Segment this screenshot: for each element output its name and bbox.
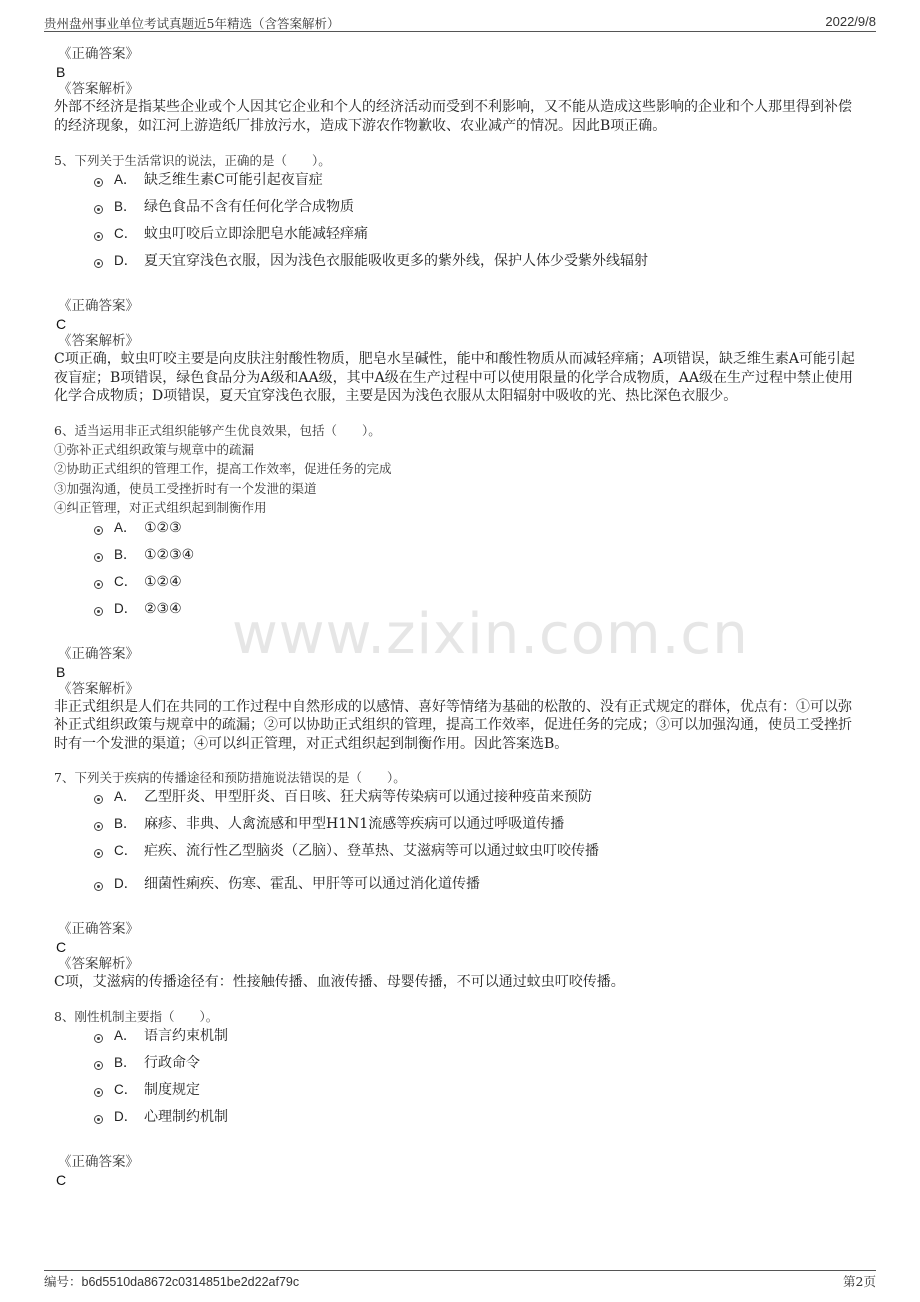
answer-label: 《正确答案》 bbox=[58, 46, 139, 62]
option-text: ①②③④ bbox=[144, 546, 195, 563]
option-c[interactable] bbox=[54, 1080, 862, 1107]
option-letter: D． bbox=[114, 600, 138, 616]
answer-label: 《正确答案》 bbox=[58, 1153, 139, 1170]
option-c[interactable] bbox=[54, 224, 862, 251]
option-letter: C． bbox=[114, 843, 138, 859]
option-text: 行政命令 bbox=[144, 1054, 200, 1071]
radio-button-icon[interactable] bbox=[94, 259, 103, 268]
question-6-stem: 6、适当运用非正式组织能够产生优良效果，包括（ ）。 bbox=[54, 422, 381, 438]
radio-button-icon[interactable] bbox=[94, 580, 103, 589]
answer-label: 《正确答案》 bbox=[58, 298, 139, 314]
option-d[interactable] bbox=[54, 874, 862, 901]
analysis-text: C项，艾滋病的传播途径有：性接触传播、血液传播、母婴传播，不可以通过蚊虫叮咬传播。 bbox=[54, 974, 625, 991]
analysis-text: 非正式组织是人们在共同的工作过程中自然形成的以感情、喜好等情绪为基础的松散的、没有正式规定的群体，优点有：①可以弥补正式组织政策与规章中的疏漏；②可以协助正式组织的管理，提高工作效率，促进任务的完成；③可以加强沟通，使员工受挫折时有一个发泄的渠道；④可以纠正管理，对正式组织起到制衡作用。因此答案选B。 bbox=[54, 698, 852, 752]
analysis-label: 《答案解析》 bbox=[58, 333, 139, 349]
option-letter: A． bbox=[114, 1027, 137, 1043]
radio-button-icon[interactable] bbox=[94, 822, 103, 831]
analysis-label: 《答案解析》 bbox=[58, 956, 139, 973]
watermark: www.zixin.com.cn bbox=[232, 602, 749, 667]
option-b[interactable] bbox=[54, 1053, 862, 1080]
option-letter: D． bbox=[114, 1108, 138, 1124]
radio-button-icon[interactable] bbox=[94, 526, 103, 535]
page-footer bbox=[44, 1272, 876, 1290]
option-letter: D． bbox=[114, 876, 138, 892]
option-letter: D． bbox=[114, 253, 138, 268]
option-letter: C． bbox=[114, 573, 138, 589]
option-text: 制度规定 bbox=[144, 1081, 200, 1098]
radio-button-icon[interactable] bbox=[94, 849, 103, 858]
option-b[interactable] bbox=[54, 814, 862, 841]
code-label: 编号： bbox=[44, 1274, 82, 1289]
answer-label: 《正确答案》 bbox=[58, 921, 139, 938]
question-6-item: ④纠正管理，对正式组织起到制衡作用 bbox=[54, 500, 267, 516]
option-text: 麻疹、非典、人禽流感和甲型H1N1流感等疾病可以通过呼吸道传播 bbox=[144, 816, 565, 833]
radio-button-icon[interactable] bbox=[94, 795, 103, 804]
page-content bbox=[54, 46, 862, 1189]
answer-value: B bbox=[56, 663, 66, 680]
option-letter: B． bbox=[114, 546, 137, 562]
radio-button-icon[interactable] bbox=[94, 1115, 103, 1124]
question-6-item: ②协助正式组织的管理工作，提高工作效率，促进任务的完成 bbox=[54, 461, 392, 477]
analysis-text: 外部不经济是指某些企业或个人因其它企业和个人的经济活动而受到不利影响，又不能从造成这些影响的企业和个人那里得到补偿的经济现象，如江河上游造纸厂排放污水，造成下游农作物歉收、农业减产的情况。因此B项正确。 bbox=[54, 99, 852, 134]
option-text: 绿色食品不含有任何化学合成物质 bbox=[144, 199, 354, 215]
option-text: 夏天宜穿浅色衣服，因为浅色衣服能吸收更多的紫外线，保护人体少受紫外线辐射 bbox=[144, 253, 648, 269]
option-text: ①②④ bbox=[144, 573, 182, 590]
question-5-stem: 5、下列关于生活常识的说法，正确的是（ ）。 bbox=[54, 153, 331, 168]
option-d[interactable] bbox=[54, 251, 862, 278]
option-b[interactable] bbox=[54, 197, 862, 224]
radio-button-icon[interactable] bbox=[94, 1061, 103, 1070]
option-text: 蚊虫叮咬后立即涂肥皂水能减轻痒痛 bbox=[144, 226, 368, 242]
option-text: 疟疾、流行性乙型脑炎（乙脑）、登革热、艾滋病等可以通过蚊虫叮咬传播 bbox=[144, 843, 599, 860]
question-6-item: ③加强沟通，使员工受挫折时有一个发泄的渠道 bbox=[54, 480, 317, 496]
analysis-text: C项正确，蚊虫叮咬主要是向皮肤注射酸性物质，肥皂水呈碱性，能中和酸性物质从而减轻痒痛；A项错误，缺乏维生素A可能引起夜盲症；B项错误，绿色食品分为A级和AA级，其中A级在生产过程中可以使用限量的化学合成物质，AA级在生产过程中禁止使用化学合成物质；D项错误，夏天宜穿浅色衣服，主要是因为浅色衣服从太阳辐射中吸收的光、热比深色衣服少。 bbox=[54, 351, 855, 404]
option-letter: B． bbox=[114, 199, 137, 214]
option-text: 心理制约机制 bbox=[144, 1108, 228, 1125]
header-divider bbox=[44, 31, 876, 32]
answer-value: C bbox=[56, 939, 67, 956]
analysis-label: 《答案解析》 bbox=[58, 81, 139, 97]
radio-button-icon[interactable] bbox=[94, 882, 103, 891]
option-text: ①②③ bbox=[144, 519, 182, 536]
option-letter: C． bbox=[114, 226, 138, 241]
analysis-label: 《答案解析》 bbox=[58, 680, 139, 697]
option-letter: A． bbox=[114, 172, 137, 187]
footer-divider bbox=[44, 1270, 876, 1271]
page-header bbox=[44, 14, 876, 32]
page-number: 第2页 bbox=[843, 1274, 876, 1289]
option-letter: A． bbox=[114, 519, 137, 535]
option-b[interactable] bbox=[54, 545, 862, 572]
answer-value: B bbox=[56, 64, 66, 80]
question-7-stem: 7、下列关于疾病的传播途径和预防措施说法错误的是（ ）。 bbox=[54, 770, 406, 786]
option-text: 语言约束机制 bbox=[144, 1027, 228, 1044]
radio-button-icon[interactable] bbox=[94, 178, 103, 187]
document-title: 贵州盘州事业单位考试真题近5年精选（含答案解析） bbox=[44, 16, 340, 31]
option-letter: C． bbox=[114, 1081, 138, 1097]
option-a[interactable] bbox=[54, 170, 862, 197]
option-letter: A． bbox=[114, 789, 137, 805]
option-text: ②③④ bbox=[144, 600, 182, 617]
document-date: 2022/9/8 bbox=[825, 14, 876, 29]
question-8-stem: 8、刚性机制主要指（ ）。 bbox=[54, 1008, 219, 1024]
answer-label: 《正确答案》 bbox=[58, 645, 139, 662]
option-letter: B． bbox=[114, 1054, 137, 1070]
answer-value: C bbox=[56, 316, 67, 332]
option-a[interactable] bbox=[54, 1026, 862, 1053]
option-c[interactable] bbox=[54, 572, 862, 599]
option-d[interactable] bbox=[54, 1107, 862, 1134]
option-a[interactable] bbox=[54, 518, 862, 545]
answer-value: C bbox=[56, 1171, 67, 1188]
radio-button-icon[interactable] bbox=[94, 1034, 103, 1043]
option-text: 乙型肝炎、甲型肝炎、百日咳、狂犬病等传染病可以通过接种疫苗来预防 bbox=[144, 789, 592, 806]
option-text: 细菌性痢疾、伤寒、霍乱、甲肝等可以通过消化道传播 bbox=[144, 876, 480, 893]
question-6-item: ①弥补正式组织政策与规章中的疏漏 bbox=[54, 441, 255, 457]
option-letter: B． bbox=[114, 816, 137, 832]
option-d[interactable] bbox=[54, 599, 862, 626]
radio-button-icon[interactable] bbox=[94, 1088, 103, 1097]
option-a[interactable] bbox=[54, 787, 862, 814]
radio-button-icon[interactable] bbox=[94, 205, 103, 214]
radio-button-icon[interactable] bbox=[94, 232, 103, 241]
radio-button-icon[interactable] bbox=[94, 553, 103, 562]
option-text: 缺乏维生素C可能引起夜盲症 bbox=[144, 172, 323, 188]
document-code bbox=[44, 1274, 299, 1289]
radio-button-icon[interactable] bbox=[94, 607, 103, 616]
option-c[interactable] bbox=[54, 841, 862, 874]
code-value: b6d5510da8672c0314851be2d22af79c bbox=[81, 1275, 300, 1289]
